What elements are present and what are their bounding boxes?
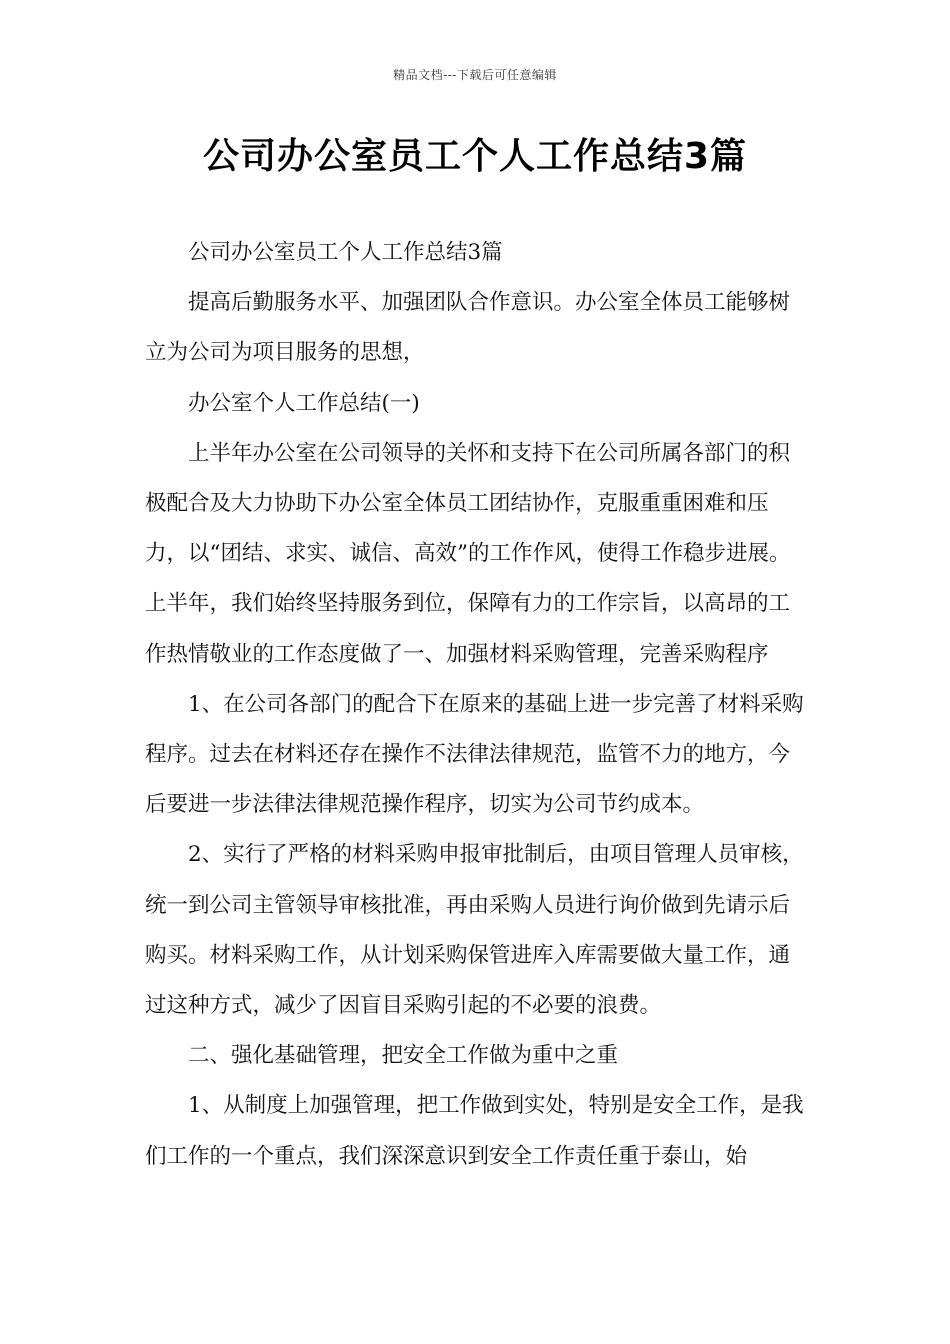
paragraph-item-1: 1、在公司各部门的配合下在原来的基础上进一步完善了材料采购程序。过去在材料还存在操作不法律法律规范，监管不力的地方，今后要进一步法律法律规范操作程序，切实为公司节约成本。 [145,691,804,818]
paragraph-overview: 上半年办公室在公司领导的关怀和支持下在公司所属各部门的积极配合及大力协助下办公室全体员工团结协作，克服重重困难和压力，以“团结、求实、诚信、高效”的工作作风，使得工作稳步进展。上半年，我们始终坚持服务到位，保障有力的工作宗旨，以高昂的工作热情敬业的工作态度做了一、加强材料采购管理，完善采购程序 [145,440,791,667]
paragraph-intro: 提高后勤服务水平、加强团队合作意识。办公室全体员工能够树立为公司为项目服务的思想， [145,290,791,366]
paragraph-item-2: 2、实行了严格的材料采购申报审批制后，由项目管理人员审核，统一到公司主管领导审核批准，再由采购人员进行询价做到先请示后购买。材料采购工作，从计划采购保管进库入库需要做大量工作，通过这种方式，减少了因盲目采购引起的不必要的浪费。 [145,842,804,1019]
document-body [145,228,805,1182]
paragraph-section-2-item-1: 1、从制度上加强管理，把工作做到实处，特别是安全工作，是我们工作的一个重点，我们深深意识到安全工作责任重于泰山，始 [145,1093,804,1169]
document-title: 公司办公室员工个人工作总结3篇 [202,136,748,177]
paragraph-section-2-heading: 二、强化基础管理，把安全工作做为重中之重 [188,1043,619,1069]
paragraph-subtitle: 公司办公室员工个人工作总结3篇 [188,240,503,265]
header-note: 精品文档---下载后可任意编辑 [393,68,557,82]
paragraph-section-heading: 办公室个人工作总结(一) [188,390,420,416]
